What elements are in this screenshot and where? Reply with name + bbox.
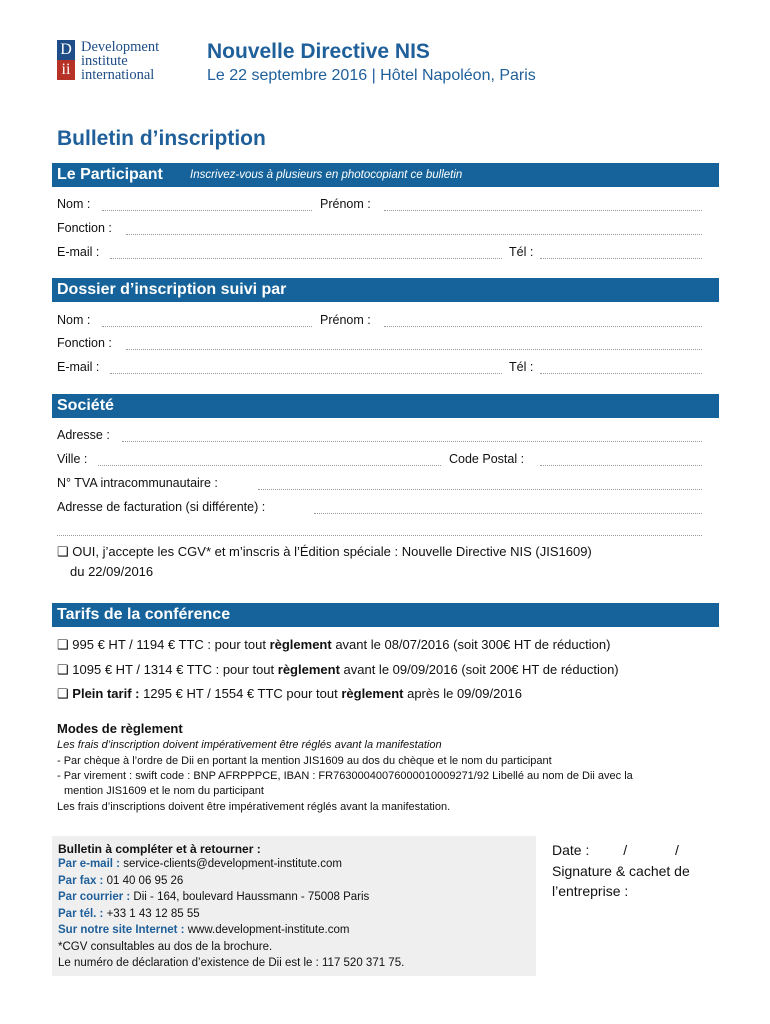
dossier-tel-field[interactable] (540, 373, 702, 374)
signature-area (552, 840, 690, 902)
participant-hint: Inscrivez-vous à plusieurs en photocopiant ce bulletin (190, 169, 463, 181)
bulletin-title: Bulletin d’inscription (57, 127, 266, 150)
event-subtitle: Le 22 septembre 2016 | Hôtel Napoléon, Paris (207, 67, 536, 84)
return-email-key: Par e-mail : (58, 858, 120, 870)
section-participant (52, 163, 719, 187)
signature-date-slash-2: / (675, 842, 679, 858)
logo-mark (57, 40, 75, 82)
return-box (52, 836, 536, 976)
tarif-option-2-checkbox[interactable]: ❑ (57, 662, 69, 677)
signature-date-label: Date : (552, 842, 590, 858)
return-cgv: *CGV consultables au dos de la brochure. (58, 940, 273, 953)
tarif-option-3 (57, 686, 522, 702)
section-participant-heading: Le Participant (57, 166, 163, 183)
accept-cgv-text: OUI, j’accepte les CGV* et m’inscris à l’Édition spéciale : Nouvelle Directive NIS (JIS1609) (72, 544, 592, 559)
participant-tel-field[interactable] (540, 258, 702, 259)
logo-letter-ii: ii (57, 60, 75, 80)
return-courrier-value: Dii - 164, boulevard Haussmann - 75008 Paris (130, 891, 370, 903)
tarif-option-3-text: 1295 € HT / 1554 € TTC pour tout (139, 686, 342, 701)
participant-prenom-label: Prénom : (320, 197, 371, 211)
return-tel-value: +33 1 43 12 85 55 (103, 907, 200, 920)
dossier-nom-label: Nom : (57, 313, 91, 327)
dii-logo (57, 40, 159, 82)
return-email (58, 856, 530, 873)
societe-facturation-field[interactable] (314, 513, 702, 514)
dossier-prenom-label: Prénom : (320, 313, 371, 327)
tarif-option-2 (57, 662, 619, 678)
accept-cgv-date: du 22/09/2016 (70, 564, 154, 579)
participant-fonction-field[interactable] (126, 234, 702, 235)
section-dossier (52, 278, 719, 302)
modes-italic: Les frais d’inscription doivent impérativement être réglés avant la manifestation (57, 739, 442, 751)
participant-email-field[interactable] (110, 258, 502, 259)
societe-adresse-field[interactable] (122, 441, 702, 442)
dossier-email-field[interactable] (110, 373, 502, 374)
signature-date-row (552, 840, 690, 861)
societe-adresse-label: Adresse : (57, 428, 110, 442)
signature-label-2: l’entreprise : (552, 883, 629, 899)
section-dossier-heading: Dossier d’inscription suivi par (57, 281, 287, 298)
dossier-nom-field[interactable] (102, 326, 312, 327)
societe-ville-label: Ville : (57, 452, 88, 466)
return-title: Bulletin à compléter et à retourner : (58, 842, 261, 856)
return-fax-value: 01 40 06 95 26 (103, 874, 184, 887)
tarif-option-3-bold: règlement (341, 686, 404, 701)
tarif-option-2-bold: règlement (277, 662, 340, 677)
section-societe (52, 394, 719, 418)
return-fax (58, 873, 530, 890)
tarif-option-1-bold: règlement (269, 637, 332, 652)
participant-email-label: E-mail : (57, 245, 100, 259)
section-tarifs (52, 603, 719, 627)
participant-fonction-label: Fonction : (57, 221, 112, 235)
tarif-option-1-text: 995 € HT / 1194 € TTC : pour tout (72, 637, 270, 652)
signature-date-slash-1: / (623, 842, 628, 858)
logo-wordmark (81, 40, 159, 82)
participant-nom-label: Nom : (57, 197, 91, 211)
tarif-option-2-text: 1095 € HT / 1314 € TTC : pour tout (72, 662, 278, 677)
modes-virement-1: - Par virement : swift code : BNP AFRPPPCE, IBAN : FR76300040076000010009271/92 Libellé au nom de Dii avec la (57, 770, 633, 782)
return-courrier (58, 889, 530, 906)
section-societe-heading: Société (57, 397, 114, 414)
accept-cgv-checkbox[interactable]: ❑ (57, 544, 69, 559)
tarif-option-2-post: avant le 09/09/2016 (soit 200€ HT de réduction) (339, 662, 619, 677)
tarif-option-1-checkbox[interactable]: ❑ (57, 637, 69, 652)
modes-virement-2: mention JIS1609 et le nom du participant (64, 785, 264, 797)
modes-footer: Les frais d’inscriptions doivent être impérativement réglés avant la manifestation. (57, 801, 451, 813)
participant-prenom-field[interactable] (384, 210, 702, 211)
societe-facturation-label: Adresse de facturation (si différente) : (57, 500, 266, 514)
return-tel-key: Par tél. : (58, 907, 104, 920)
modes-cheque: - Par chèque à l’ordre de Dii en portant la mention JIS1609 au dos du chèque et le nom du participant (57, 755, 552, 767)
accept-cgv-row (57, 544, 592, 560)
participant-tel-label: Tél : (509, 245, 534, 259)
dossier-prenom-field[interactable] (384, 326, 702, 327)
logo-line-2: institute (81, 53, 128, 69)
societe-code-postal-field[interactable] (540, 465, 702, 466)
societe-facturation-field-2[interactable] (57, 535, 702, 536)
tarif-option-3-checkbox[interactable]: ❑ (57, 686, 69, 701)
logo-line-3: international (81, 67, 155, 83)
return-site-key: Sur notre site Internet : (58, 924, 185, 936)
return-fax-key: Par fax : (58, 874, 104, 887)
dossier-fonction-field[interactable] (126, 349, 702, 350)
logo-line-1: Development (81, 39, 160, 55)
societe-tva-field[interactable] (258, 489, 702, 490)
tarif-option-1-post: avant le 08/07/2016 (soit 300€ HT de réduction) (331, 637, 611, 652)
societe-code-postal-label: Code Postal : (449, 452, 525, 466)
societe-ville-field[interactable] (98, 465, 441, 466)
modes-title: Modes de règlement (57, 721, 183, 736)
tarif-option-3-post: après le 09/09/2016 (403, 686, 523, 701)
return-site-value[interactable]: www.development-institute.com (184, 924, 350, 936)
signature-label-1: Signature & cachet de (552, 862, 690, 879)
event-title: Nouvelle Directive NIS (207, 40, 430, 63)
participant-nom-field[interactable] (102, 210, 312, 211)
tarif-option-1 (57, 637, 610, 653)
return-tel (58, 906, 530, 923)
return-courrier-key: Par courrier : (58, 891, 131, 903)
logo-letter-d: D (57, 40, 75, 60)
societe-tva-label: N° TVA intracommunautaire : (57, 476, 218, 490)
dossier-tel-label: Tél : (509, 360, 534, 374)
return-email-value[interactable]: service-clients@development-institute.com (120, 858, 342, 870)
return-declaration: Le numéro de déclaration d’existence de Dii est le : 117 520 371 75. (58, 957, 405, 969)
section-tarifs-heading: Tarifs de la conférence (57, 606, 231, 623)
dossier-fonction-label: Fonction : (57, 336, 112, 350)
tarif-option-3-lead: Plein tarif : (72, 686, 140, 701)
dossier-email-label: E-mail : (57, 360, 100, 374)
return-site (58, 922, 530, 939)
